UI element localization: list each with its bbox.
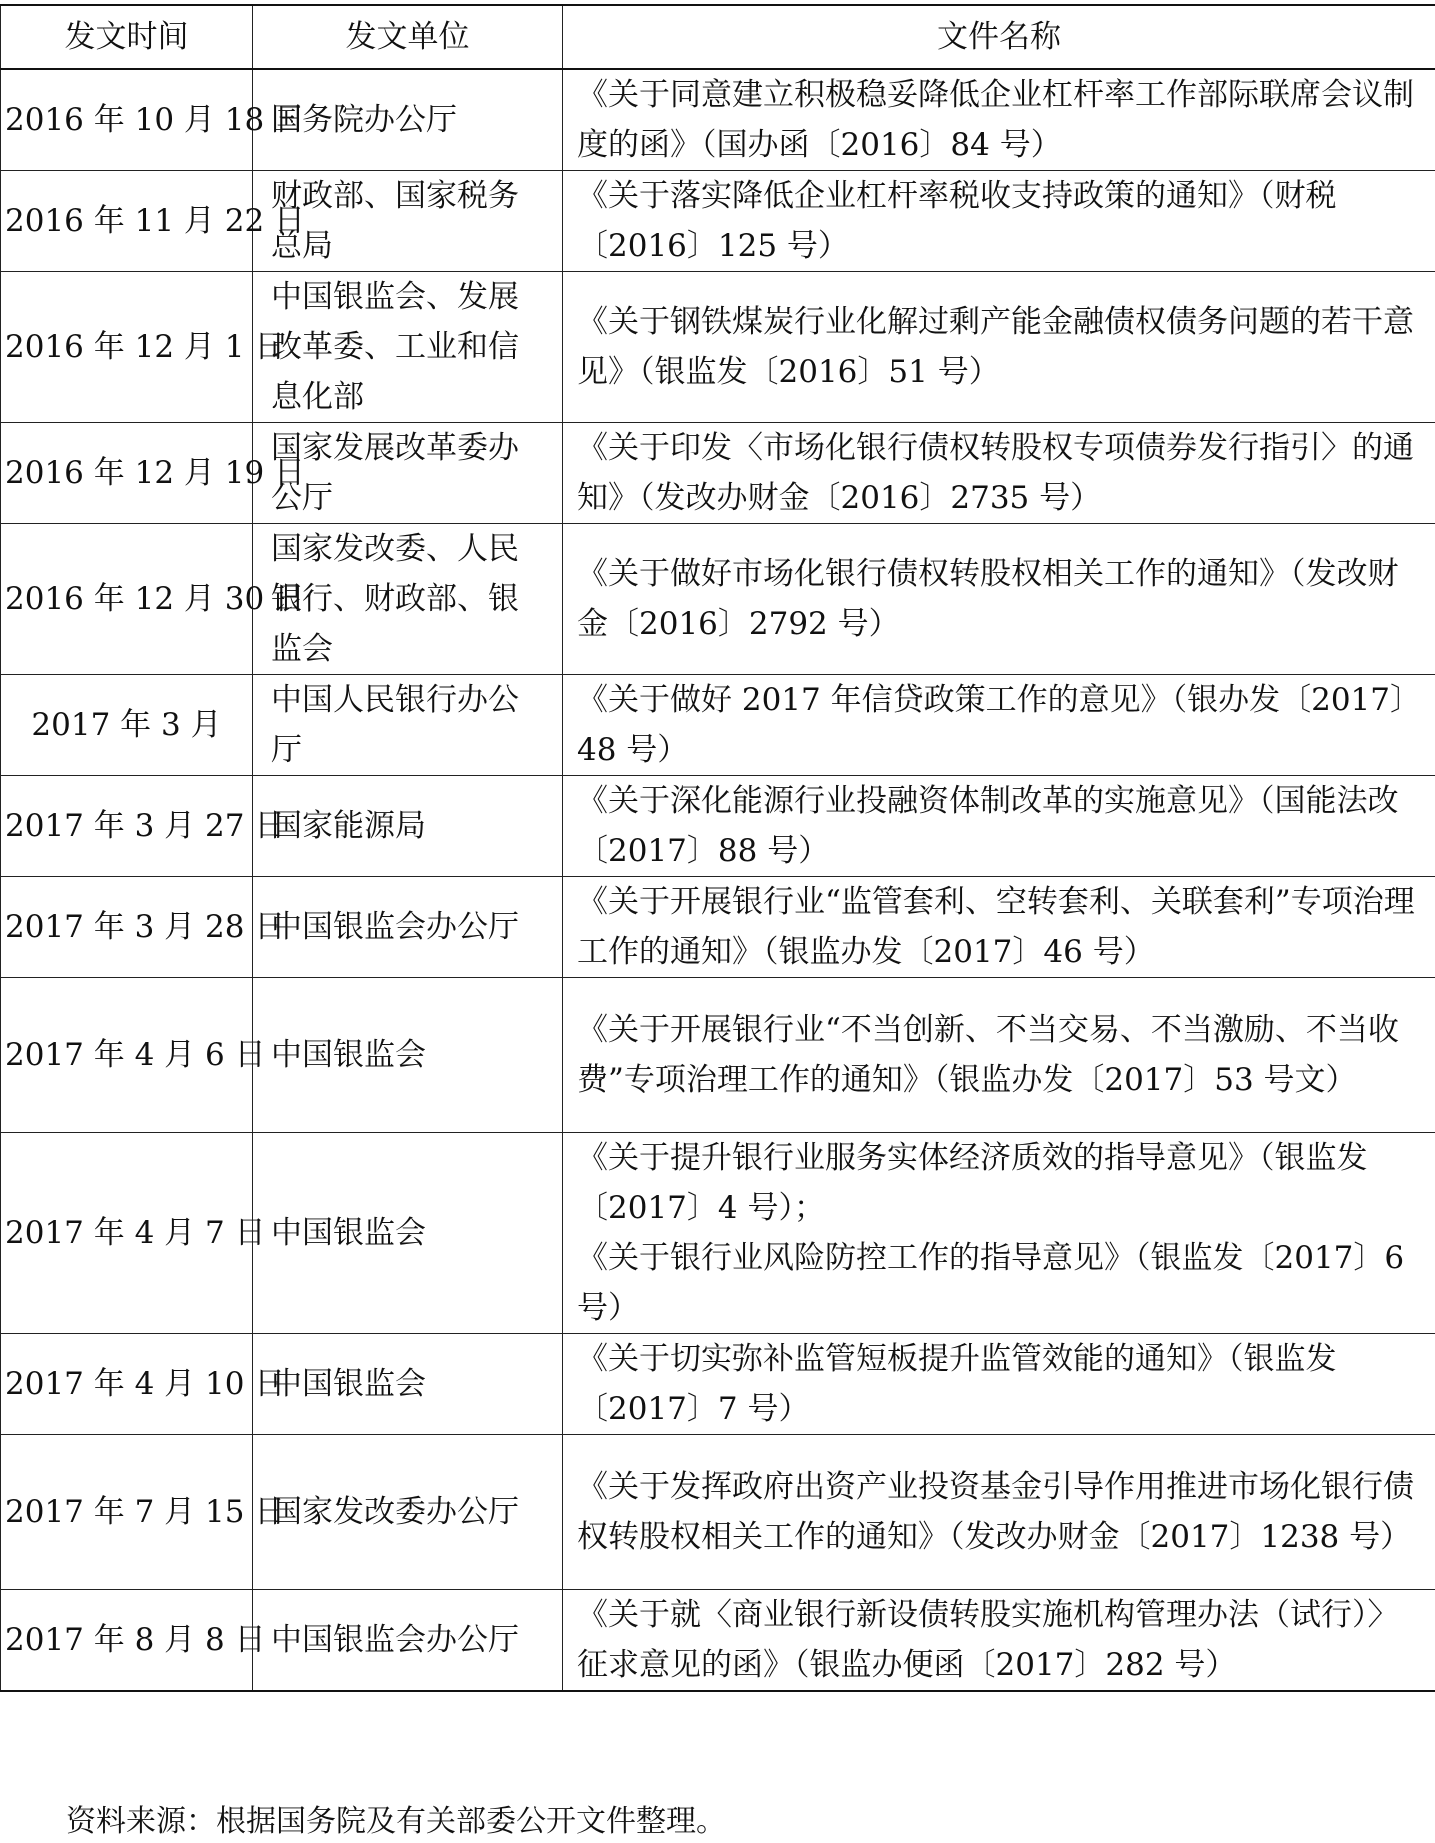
document-cell [563, 877, 1435, 978]
table-row [1, 877, 1435, 978]
table-row [1, 1590, 1435, 1692]
table-row [1, 171, 1435, 272]
header-document-name: 文件名称 [563, 5, 1435, 69]
document-title: 《关于开展银行业“不当创新、不当交易、不当激励、不当收费”专项治理工作的通知》（银监办发〔2017〕53 号文） [577, 1012, 1399, 1098]
table-header-row [1, 5, 1435, 69]
issuer-cell: 国家能源局 [253, 776, 563, 877]
document-cell [563, 978, 1435, 1133]
date-cell: 2016 年 12 月 1 日 [1, 272, 253, 423]
date-cell: 2016 年 12 月 19 日 [1, 423, 253, 524]
date-cell: 2017 年 4 月 6 日 [1, 978, 253, 1133]
table-row [1, 272, 1435, 423]
document-title: 《关于做好 2017 年信贷政策工作的意见》（银办发〔2017〕48 号） [577, 682, 1421, 768]
date-cell: 2017 年 4 月 10 日 [1, 1334, 253, 1435]
issuer-cell: 国家发展改革委办公厅 [253, 423, 563, 524]
date-cell: 2017 年 3 月 [1, 675, 253, 776]
document-cell [563, 423, 1435, 524]
document-title: 《关于钢铁煤炭行业化解过剩产能金融债权债务问题的若干意见》（银监发〔2016〕51 号） [577, 304, 1414, 390]
table-row [1, 1334, 1435, 1435]
table-row [1, 675, 1435, 776]
document-title: 《关于印发〈市场化银行债权转股权专项债券发行指引〉的通知》（发改办财金〔2016〕2735 号） [577, 430, 1414, 516]
document-cell [563, 1133, 1435, 1334]
document-cell [563, 69, 1435, 171]
issuer-cell: 国务院办公厅 [253, 69, 563, 171]
table-row [1, 776, 1435, 877]
issuer-cell: 中国银监会 [253, 978, 563, 1133]
document-cell [563, 776, 1435, 877]
document-title: 《关于就〈商业银行新设债转股实施机构管理办法（试行）〉征求意见的函》（银监办便函〔2017〕282 号） [577, 1597, 1399, 1683]
document-title: 《关于发挥政府出资产业投资基金引导作用推进市场化银行债权转股权相关工作的通知》（发改办财金〔2017〕1238 号） [577, 1469, 1414, 1555]
table-row [1, 1435, 1435, 1590]
table-row [1, 1133, 1435, 1334]
issuer-cell: 财政部、国家税务总局 [253, 171, 563, 272]
date-cell: 2016 年 12 月 30 日 [1, 524, 253, 675]
date-cell: 2017 年 3 月 28 日 [1, 877, 253, 978]
document-title: 《关于落实降低企业杠杆率税收支持政策的通知》（财税〔2016〕125 号） [577, 178, 1337, 264]
table-row [1, 524, 1435, 675]
document-cell [563, 1590, 1435, 1692]
issuer-cell: 国家发改委办公厅 [253, 1435, 563, 1590]
date-cell: 2017 年 3 月 27 日 [1, 776, 253, 877]
issuer-cell: 中国银监会 [253, 1334, 563, 1435]
document-cell [563, 675, 1435, 776]
date-cell: 2017 年 4 月 7 日 [1, 1133, 253, 1334]
issuer-cell: 中国银监会 [253, 1133, 563, 1334]
table-row [1, 978, 1435, 1133]
table-row [1, 423, 1435, 524]
document-cell [563, 171, 1435, 272]
document-title: 《关于开展银行业“监管套利、空转套利、关联套利”专项治理工作的通知》（银监办发〔2017〕46 号） [577, 884, 1415, 970]
document-title: 《关于切实弥补监管短板提升监管效能的通知》（银监发〔2017〕7 号） [577, 1341, 1337, 1427]
document-cell [563, 1435, 1435, 1590]
document-title: 《关于同意建立积极稳妥降低企业杠杆率工作部际联席会议制度的函》（国办函〔2016〕84 号） [577, 77, 1414, 163]
date-cell: 2017 年 8 月 8 日 [1, 1590, 253, 1692]
document-cell [563, 524, 1435, 675]
document-cell [563, 272, 1435, 423]
date-cell: 2016 年 10 月 18 日 [1, 69, 253, 171]
date-cell: 2016 年 11 月 22 日 [1, 171, 253, 272]
document-title: 《关于做好市场化银行债权转股权相关工作的通知》（发改财金〔2016〕2792 号） [577, 556, 1399, 642]
header-issue-date: 发文时间 [1, 5, 253, 69]
issuer-cell: 中国人民银行办公厅 [253, 675, 563, 776]
document-title: 《关于深化能源行业投融资体制改革的实施意见》（国能法改〔2017〕88 号） [577, 783, 1399, 869]
source-note: 资料来源：根据国务院及有关部委公开文件整理。 [66, 1804, 726, 1839]
table-row [1, 69, 1435, 171]
document-title: 《关于银行业风险防控工作的指导意见》（银监发〔2017〕6 号） [577, 1240, 1405, 1326]
policy-document-table [0, 4, 1435, 1692]
issuer-cell: 国家发改委、人民银行、财政部、银监会 [253, 524, 563, 675]
date-cell: 2017 年 7 月 15 日 [1, 1435, 253, 1590]
document-title: 《关于提升银行业服务实体经济质效的指导意见》（银监发〔2017〕4 号）； [577, 1140, 1368, 1226]
issuer-cell: 中国银监会、发展改革委、工业和信息化部 [253, 272, 563, 423]
header-issuer: 发文单位 [253, 5, 563, 69]
issuer-cell: 中国银监会办公厅 [253, 1590, 563, 1692]
issuer-cell: 中国银监会办公厅 [253, 877, 563, 978]
document-cell [563, 1334, 1435, 1435]
